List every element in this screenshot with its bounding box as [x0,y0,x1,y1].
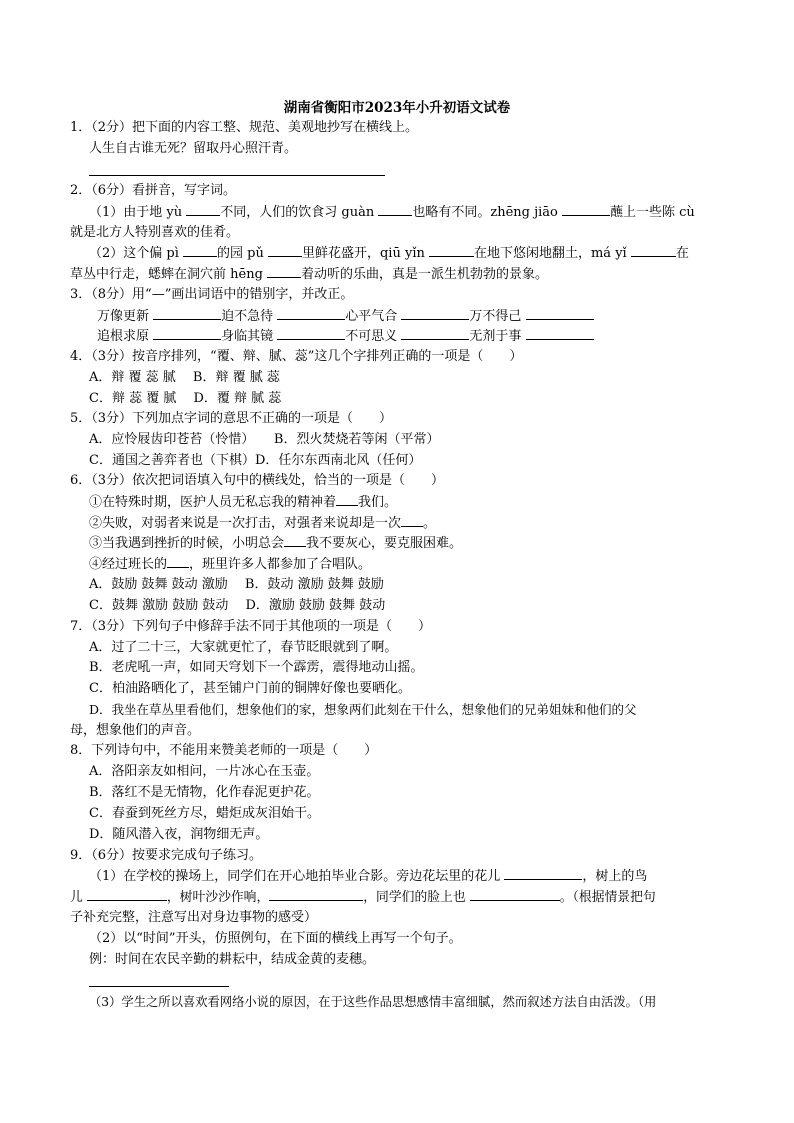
question-2-part-2: （2）这个偏 pì 的园 pǔ 里鲜花盛开，qiū yǐn 在地下悠闲地翻土，má yǐ 在 [89,243,689,264]
answer-blank[interactable] [401,513,423,527]
question-6-stem: 6．（3分）依次把词语填入句中的横线处，恰当的一项是（ ） [70,473,445,488]
answer-blank[interactable] [87,887,167,901]
answer-blank[interactable] [277,306,345,320]
copy-line[interactable] [89,175,385,176]
question-2-part-1: （1）由于地 yù 不同，人们的饮食习 guàn 也略有不同。zhēng jiāo 蘸上一些陈 cù [89,202,695,223]
question-2-part-2-cont: 草丛中行走，蟋蟀在洞穴前 hēng 着动听的乐曲，真是一派生机勃勃的景象。 [70,264,548,285]
question-5-stem: 5．（3分）下列加点字词的意思不正确的一项是（ ） [70,411,393,426]
question-6-sentence-2: ②失败，对弱者来说是一次打击，对强者来说却是一次 。 [89,513,436,534]
question-9-part-1-cont: 儿 ，树叶沙沙作响， ，同学们的脸上也 。（根据情景把句 [70,887,656,908]
question-3-row-2: 追根求原 身临其镜 不可思义 无剂于事 [97,326,594,347]
answer-blank[interactable] [268,243,302,257]
answer-line[interactable] [89,986,229,987]
answer-blank[interactable] [183,243,217,257]
question-1-text: 人生自古谁无死？留取丹心照汗青。 [89,141,298,156]
question-9-part-1-note: 子补充完整，注意写出对身边事物的感受） [70,910,318,925]
question-9-part-1: （1）在学校的操场上，同学们在开心地拍毕业合影。旁边花坛里的花儿 ，树上的鸟 [89,866,647,887]
answer-blank[interactable] [526,306,594,320]
question-9-part-2: （2）以“时间”开头，仿照例句，在下面的横线上再写一个句子。 [89,931,462,946]
question-4-options-cd[interactable]: C．辩 蕊 覆 腻 D．覆 辩 腻 蕊 [89,391,282,406]
answer-blank[interactable] [284,533,306,547]
question-3-stem: 3．（8分）用“—”画出词语中的错别字，并改正。 [70,287,354,302]
question-9-stem: 9．（6分）按要求完成句子练习。 [70,848,263,863]
question-7-stem: 7．（3分）下列句子中修辞手法不同于其他项的一项是（ ） [70,619,432,634]
answer-blank[interactable] [167,554,189,568]
question-6-sentence-1: ①在特殊时期，医护人员无私忘我的精神着 我们。 [89,492,397,513]
answer-blank[interactable] [277,326,345,340]
question-5-options-cd[interactable]: C．通国之善弈者也（下棋）D．任尔东西南北风（任何） [89,453,422,468]
question-7-option-d[interactable]: D．我坐在草丛里看他们，想象他们的家，想象两们此刻在干什么，想象他们的兄弟姐妹和他们的父 [89,702,637,717]
answer-blank[interactable] [153,306,221,320]
question-7-option-d-cont: 母，想象他们的声音。 [70,723,201,738]
question-1-stem: 1．（2分）把下面的内容工整、规范、美观地抄写在横线上。 [70,120,419,135]
question-7-option-a[interactable]: A．过了二十三，大家就更忙了，春节眨眼就到了啊。 [89,640,398,655]
question-9-part-3: （3）学生之所以喜欢看网络小说的原因，在于这些作品思想感情丰富细腻，然而叙述方法自由活泼。（用 [89,995,657,1009]
answer-blank[interactable] [269,887,363,901]
page-title: 湖南省衡阳市2023年小升初语文试卷 [283,100,511,116]
answer-blank[interactable] [186,202,220,216]
question-8-option-b[interactable]: B．落红不是无情物，化作春泥更护花。 [89,785,320,800]
answer-blank[interactable] [526,326,594,340]
question-6-options-cd[interactable]: C．鼓舞 激励 鼓励 鼓动 D．激励 鼓励 鼓舞 鼓动 [89,598,386,613]
question-8-option-c[interactable]: C．春蚕到死丝方尽，蜡炬成灰泪始干。 [89,806,320,821]
answer-blank[interactable] [631,243,676,257]
question-4-options-ab[interactable]: A．辩 覆 蕊 腻 B．辩 覆 腻 蕊 [89,370,280,385]
answer-blank[interactable] [504,866,582,880]
question-2-stem: 2．（6分）看拼音，写字词。 [70,183,237,198]
question-3-row-1: 万像更新 迫不急待 心平气合 万不得己 [97,306,594,327]
question-6-options-ab[interactable]: A．鼓励 鼓舞 鼓动 激励 B．鼓动 激励 鼓舞 鼓励 [89,577,384,592]
question-4-stem: 4．（3分）按音序排列，“覆、辩、腻、蕊”这几个字排列正确的一项是（ ） [70,349,523,364]
question-7-option-b[interactable]: B．老虎吼一声，如同天穹划下一个霹雳，震得地动山摇。 [89,660,424,675]
question-8-option-d[interactable]: D．随风潜入夜，润物细无声。 [89,827,269,842]
question-6-sentence-4: ④经过班长的 ，班里许多人都参加了合唱队。 [89,554,371,575]
question-6-sentence-3: ③当我遇到挫折的时候，小明总会 我不要灰心，要克服困难。 [89,533,462,554]
question-8-option-a[interactable]: A．洛阳亲友如相问，一片冰心在玉壶。 [89,764,320,779]
question-2-part-1-cont: 就是北方人特别喜欢的佳肴。 [70,225,240,240]
answer-blank[interactable] [562,202,610,216]
answer-blank[interactable] [153,326,221,340]
answer-blank[interactable] [401,326,469,340]
answer-blank[interactable] [401,306,469,320]
answer-blank[interactable] [470,887,560,901]
answer-blank[interactable] [267,264,301,278]
question-5-options-ab[interactable]: A．应怜屐齿印苍苔（怜惜） B．烈火焚烧若等闲（平常） [89,432,440,447]
answer-blank[interactable] [378,202,412,216]
question-9-example: 例：时间在农民辛勤的耕耘中，结成金黄的麦穗。 [89,952,376,967]
question-8-stem: 8．下列诗句中，不能用来赞美老师的一项是（ ） [70,743,378,758]
question-7-option-c[interactable]: C．柏油路晒化了，甚至铺户门前的铜牌好像也要晒化。 [89,681,411,696]
answer-blank[interactable] [336,492,358,506]
answer-blank[interactable] [429,243,474,257]
